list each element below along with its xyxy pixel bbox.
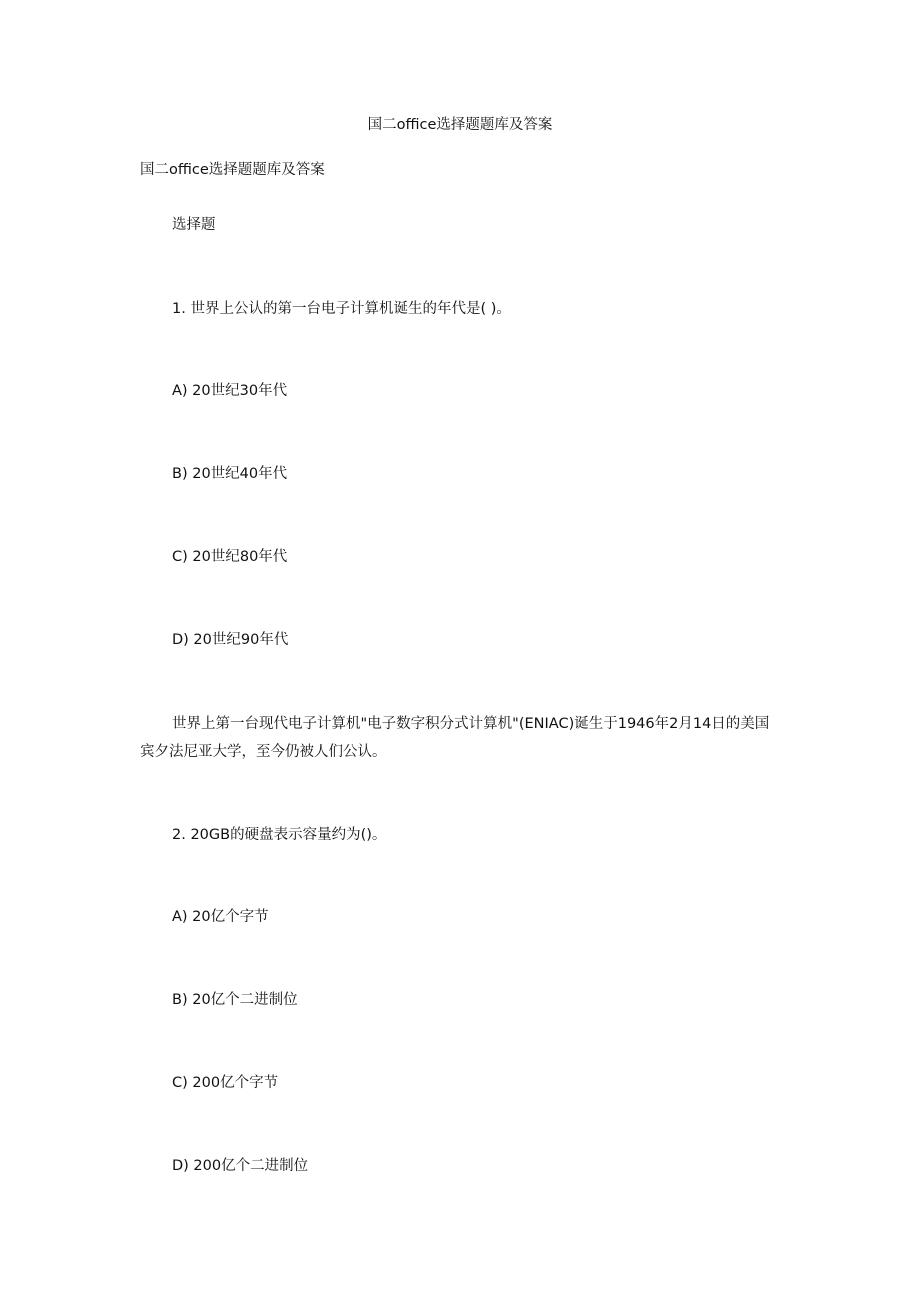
question-2-option-c: C) 200亿个字节 <box>172 1075 279 1091</box>
section-heading: 选择题 <box>172 217 216 233</box>
question-1-explanation: 世界上第一台现代电子计算机"电子数字积分式计算机"(ENIAC)诞生于1946年2月14日的美国宾夕法尼亚大学，至今仍被人们公认。 <box>140 716 770 760</box>
question-stem-1: 1. 世界上公认的第一台电子计算机诞生的年代是( )。 <box>172 301 511 317</box>
page-title: 国二office选择题题库及答案 <box>367 117 553 133</box>
question-2-option-a: A) 20亿个字节 <box>172 909 269 925</box>
question-2-option-d: D) 200亿个二进制位 <box>172 1158 309 1174</box>
question-1-option-b: B) 20世纪40年代 <box>172 466 288 482</box>
document-subtitle: 国二office选择题题库及答案 <box>140 162 325 178</box>
question-stem-2: 2. 20GB的硬盘表示容量约为()。 <box>172 827 387 843</box>
question-1-option-a: A) 20世纪30年代 <box>172 383 288 399</box>
question-2-option-b: B) 20亿个二进制位 <box>172 992 298 1008</box>
question-1-option-c: C) 20世纪80年代 <box>172 549 288 565</box>
question-1-option-d: D) 20世纪90年代 <box>172 632 289 648</box>
